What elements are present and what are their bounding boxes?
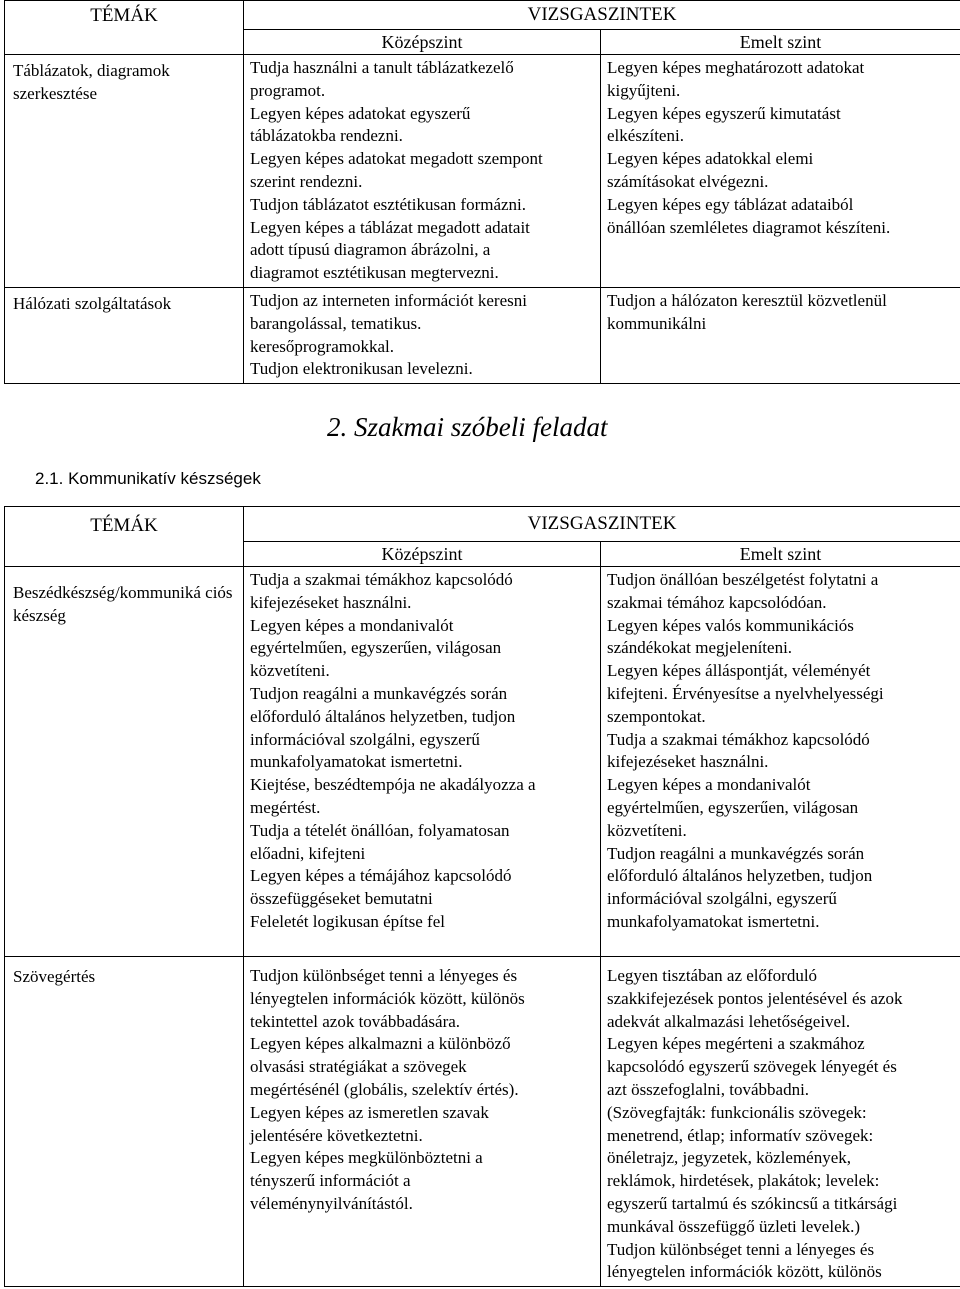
text-line: Legyen képes meghatározott adatokat — [607, 58, 865, 77]
advanced-level-cell — [601, 957, 960, 1287]
text-line: közvetíteni. — [250, 661, 330, 681]
text-line: Legyen képes egyszerű kimutatást — [607, 103, 841, 123]
exam-levels-header: VIZSGASZINTEK — [244, 507, 960, 542]
text-line: Legyen képes álláspontját, véleményét — [607, 661, 871, 681]
mid-level-cell — [244, 287, 601, 383]
topic-cell — [5, 287, 244, 383]
text-line: Tudjon különbséget tenni a lényeges és — [250, 966, 518, 985]
text-line: Tudja használni a tanult táblázatkezelő — [250, 58, 514, 77]
text-line: kigyűjteni. — [607, 80, 681, 100]
text-line: megértést. — [250, 797, 321, 817]
text-line: (Szövegfajták: funkcionális szövegek: — [607, 1102, 867, 1122]
text-line: előadni, kifejteni — [250, 843, 366, 863]
text-line: Tudjon reagálni a munkavégzés során — [250, 683, 508, 703]
table-row — [5, 55, 960, 288]
mid-level-header: Középszint — [244, 30, 601, 55]
text-line: Legyen képes a mondanivalót — [250, 615, 454, 635]
competency-table-1 — [4, 0, 960, 384]
text-line: Tudja a szakmai témákhoz kapcsolódó — [250, 570, 513, 589]
text-line: Feleletét logikusan építse fel — [250, 911, 445, 931]
text-line: Tudja a tételét önállóan, folyamatosan — [250, 820, 510, 840]
topic-cell — [5, 55, 244, 288]
text-line: Tudjon a hálózaton keresztül közvetlenül — [607, 290, 887, 310]
text-line: munkafolyamatokat ismertetni. — [250, 752, 463, 772]
text-line: menetrend, étlap; informatív szövegek: — [607, 1125, 874, 1145]
text-line: Tudjon táblázatot esztétikusan formázni. — [250, 194, 527, 214]
text-line: közvetíteni. — [607, 820, 687, 840]
text-line: azt összefoglalni, továbbadni. — [607, 1079, 810, 1099]
text-line: Legyen képes az ismeretlen szavak — [250, 1102, 489, 1122]
topic-cell — [5, 567, 244, 957]
text-line: összefüggéseket bemutatni — [250, 889, 433, 909]
text-line: Legyen képes valós kommunikációs — [607, 615, 854, 635]
text-line: reklámok, hirdetések, plakátok; levelek: — [607, 1171, 880, 1191]
text-line: Legyen képes a táblázat megadott adatait — [250, 217, 530, 237]
text-line: barangolással, tematikus. — [250, 313, 422, 333]
topic-cell — [5, 957, 244, 1287]
text-line: munkafolyamatokat ismertetni. — [607, 911, 820, 931]
text-line: egyértelműen, egyszerűen, világosan — [250, 638, 502, 658]
text-line: számításokat elvégezni. — [607, 171, 769, 191]
text-line: Legyen képes a mondanivalót — [607, 775, 811, 795]
text-line: szempontokat. — [607, 706, 706, 726]
topic-line: Beszédkészség/kommuniká — [13, 583, 201, 602]
topic-line: készség — [13, 606, 66, 625]
table-row — [5, 287, 960, 383]
topic-line: Táblázatok, diagramok — [13, 61, 170, 80]
table-row — [5, 957, 960, 1287]
competency-table-2 — [4, 506, 960, 1287]
text-line: Kiejtése, beszédtempója ne akadályozza a — [250, 775, 536, 795]
exam-levels-header: VIZSGASZINTEK — [244, 1, 960, 30]
advanced-level-cell — [601, 567, 960, 957]
topic-line: Hálózati szolgáltatások — [13, 293, 172, 313]
text-line: előforduló általános helyzetben, tudjon — [607, 866, 873, 886]
text-line: önállóan szemléletes diagramot készíteni. — [607, 217, 891, 237]
text-line: elkészíteni. — [607, 126, 684, 146]
topic-line: Szövegértés — [13, 967, 96, 986]
text-line: Legyen képes adatokat egyszerű — [250, 103, 471, 123]
text-line: lényegtelen információk között, különös — [607, 1262, 882, 1282]
text-line: adott típusú diagramon ábrázolni, a — [250, 240, 491, 260]
text-line: Legyen képes adatokkal elemi — [607, 149, 814, 169]
text-line: véleménynyilvánítástól. — [250, 1193, 413, 1213]
topic-line: szerkesztése — [13, 84, 98, 103]
topics-header: TÉMÁK — [5, 507, 244, 567]
text-line: diagramot esztétikusan megtervezni. — [250, 263, 499, 283]
text-line: Tudjon az interneten információt keresni — [250, 290, 527, 310]
text-line: szakkifejezések pontos jelentésével és azok — [607, 988, 903, 1008]
text-line: információval szolgálni, egyszerű — [250, 729, 480, 749]
text-line: szándékokat megjeleníteni. — [607, 638, 793, 658]
text-line: kifejezéseket használni. — [607, 752, 769, 772]
mid-level-cell — [244, 957, 601, 1287]
text-line: szerint rendezni. — [250, 171, 363, 191]
text-line: Legyen képes egy táblázat adataiból — [607, 194, 854, 214]
text-line: Tudjon különbséget tenni a lényeges és — [607, 1239, 875, 1259]
mid-level-cell — [244, 567, 601, 957]
mid-level-cell — [244, 55, 601, 288]
text-line: Tudjon önállóan beszélgetést folytatni a — [607, 570, 879, 589]
text-line: megértésénél (globális, szelektív értés). — [250, 1079, 519, 1099]
text-line: információval szolgálni, egyszerű — [607, 889, 837, 909]
text-line: tekintettel azok továbbadására. — [250, 1011, 461, 1031]
text-line: adekvát alkalmazási lehetőségeivel. — [607, 1011, 851, 1031]
text-line: Tudjon reagálni a munkavégzés során — [607, 843, 865, 863]
text-line: önéletrajz, jegyzetek, közlemények, — [607, 1148, 852, 1168]
text-line: kifejezéseket használni. — [250, 592, 412, 612]
text-line: táblázatokba rendezni. — [250, 126, 403, 146]
advanced-level-cell — [601, 55, 960, 288]
text-line: Legyen képes alkalmazni a különböző — [250, 1034, 511, 1054]
advanced-level-cell — [601, 287, 960, 383]
text-line: tényszerű információt a — [250, 1171, 411, 1191]
text-line: Legyen tisztában az előforduló — [607, 966, 818, 985]
text-line: szakmai témához kapcsolódóan. — [607, 592, 827, 612]
advanced-level-header: Emelt szint — [601, 30, 960, 55]
text-line: olvasási stratégiákat a szövegek — [250, 1057, 467, 1077]
mid-level-header: Középszint — [244, 542, 601, 567]
text-line: Tudja a szakmai témákhoz kapcsolódó — [607, 729, 870, 749]
text-line: kommunikálni — [607, 313, 707, 333]
text-line: Legyen képes a témájához kapcsolódó — [250, 866, 512, 886]
text-line: munkával összefüggő üzleti levelek.) — [607, 1216, 861, 1236]
text-line: Tudjon elektronikusan levelezni. — [250, 359, 473, 379]
text-line: egyszerű tartalmú és szókincsű a titkársági — [607, 1193, 898, 1213]
text-line: Legyen képes megkülönböztetni a — [250, 1148, 483, 1168]
text-line: lényegtelen információk között, különös — [250, 988, 525, 1008]
table-row — [5, 567, 960, 957]
subsection-title: 2.1. Kommunikatív készségek — [35, 469, 261, 488]
section-title: 2. Szakmai szóbeli feladat — [327, 412, 608, 442]
topic-line: ciós — [205, 583, 233, 602]
advanced-level-header: Emelt szint — [601, 542, 960, 567]
text-line: programot. — [250, 80, 326, 100]
text-line: Legyen képes adatokat megadott szempont — [250, 149, 543, 169]
text-line: kifejteni. Érvényesítse a nyelvhelyességi — [607, 683, 884, 703]
text-line: jelentésére következtetni. — [250, 1125, 423, 1145]
text-line: kapcsolódó egyszerű szövegek lényegét és — [607, 1057, 897, 1077]
text-line: előforduló általános helyzetben, tudjon — [250, 706, 516, 726]
topics-header: TÉMÁK — [5, 1, 244, 55]
text-line: Legyen képes megérteni a szakmához — [607, 1034, 865, 1054]
text-line: egyértelműen, egyszerűen, világosan — [607, 797, 859, 817]
text-line: keresőprogramokkal. — [250, 336, 394, 356]
